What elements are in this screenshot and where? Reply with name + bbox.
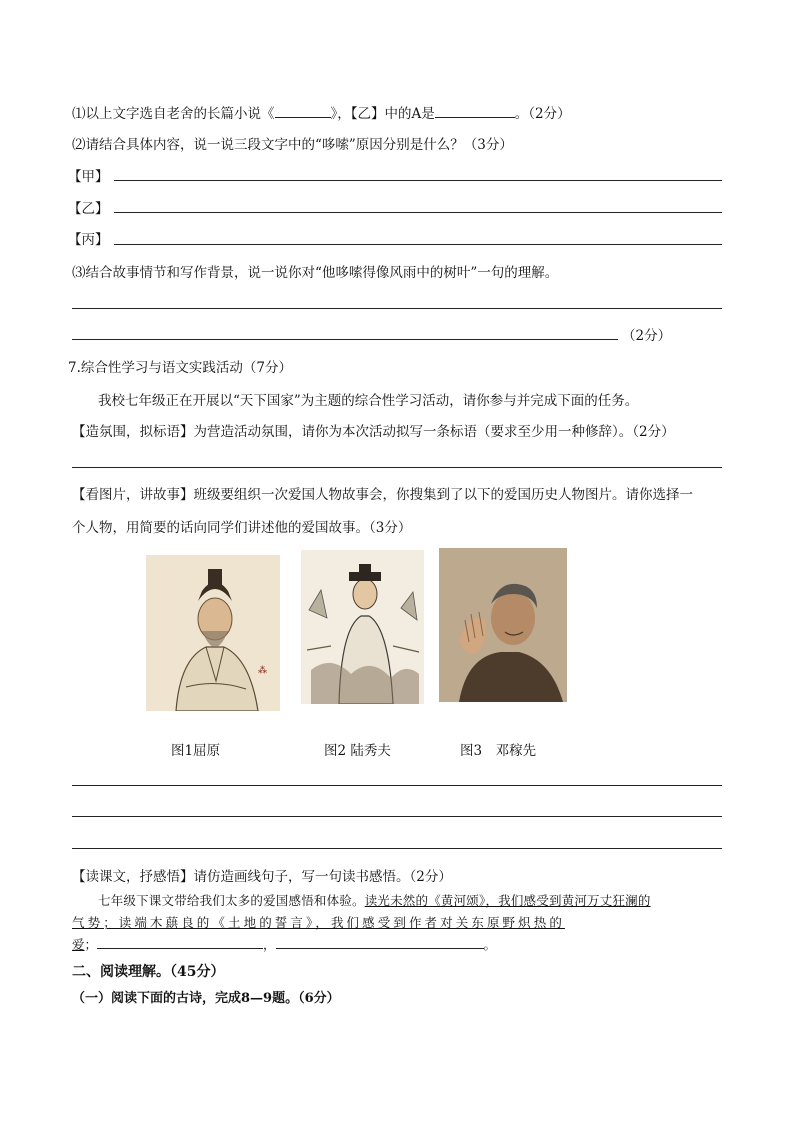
q7-task2-line1: 【看图片，讲故事】班级要组织一次爱国人物故事会，你搜集到了以下的爱国历史人物图片。请你选择一 [72,487,693,503]
answer-line[interactable] [72,467,722,468]
passage-line1 [98,891,651,909]
passage-tail-c: 。 [483,937,497,952]
label-jia: 【甲】 [68,169,109,185]
answer-line[interactable] [72,816,722,817]
q7-title: 7.综合性学习与语文实践活动（7分） [68,360,292,376]
q6-item3-score: （2分） [622,328,672,344]
label-yi: 【乙】 [68,201,109,217]
passage-line3 [72,935,496,953]
answer-line-bing[interactable] [114,244,722,245]
answer-line[interactable] [72,785,722,786]
passage-lead: 七年级下课文带给我们太多的爱国感悟和体验。 [98,893,365,908]
passage-underlined-3: 爱 [72,937,85,952]
answer-line[interactable] [72,339,618,340]
passage-underlined-2: 气势；读端木蕻良的《土地的誓言》，我们感受到作者对关东原野炽热的 [72,915,565,930]
answer-blank[interactable] [435,104,515,119]
answer-line[interactable] [72,848,722,849]
svg-text:⁂: ⁂ [258,666,267,676]
passage-underlined-1: 读光未然的《黄河颂》，我们感受到黄河万丈狂澜的 [364,893,651,908]
answer-blank[interactable] [276,936,484,950]
answer-line-yi[interactable] [114,212,722,213]
figure-caption-3: 图3 邓稼先 [460,743,537,759]
dengjiaxian-photo-icon [439,548,567,702]
q6-item1-text-c: 。（2分） [514,106,571,122]
figure-dengjiaxian-image [439,548,567,702]
figure-quyuan-image [146,555,280,711]
figure-caption-1: 图1屈原 [171,743,221,759]
section2-title: 二、阅读理解。（45分） [72,964,225,980]
q6-item1-text-a: ⑴以上文字选自老舍的长篇小说《 [72,106,275,122]
answer-line-jia[interactable] [114,180,722,181]
q7-task2-line2: 个人物，用简要的话向同学们讲述他的爱国故事。（3分） [72,520,412,536]
q6-item2: ⑵请结合具体内容，说一说三段文字中的“哆嗦”原因分别是什么？（3分） [72,137,513,153]
answer-line[interactable] [72,308,722,309]
section2-sub1: （一）阅读下面的古诗，完成8—9题。（6分） [72,991,340,1006]
quyuan-portrait-icon [146,555,280,711]
passage-line2 [72,913,722,931]
q7-task1: 【造氛围，拟标语】为营造活动氛围，请你为本次活动拟写一条标语（要求至少用一种修辞）。（2分） [72,424,675,440]
passage-tail-a: ； [84,937,98,952]
q7-task3: 【读课文，抒感悟】请仿造画线句子，写一句读书感悟。（2分） [72,869,452,885]
q7-intro: 我校七年级正在开展以“天下国家”为主题的综合性学习活动，请你参与并完成下面的任务。 [98,393,639,409]
q6-item1-text-b: 》，【乙】中的A是 [330,106,435,122]
q6-item1 [72,102,571,122]
answer-blank[interactable] [275,104,331,119]
q6-item3: ⑶结合故事情节和写作背景，说一说你对“他哆嗦得像风雨中的树叶”一句的理解。 [72,265,559,281]
label-bing: 【丙】 [68,232,109,248]
answer-blank[interactable] [97,936,263,950]
luxiufu-illustration-icon [301,550,424,704]
figure-luxiufu-image [301,550,424,704]
passage-tail-b: ， [263,937,276,952]
figure-caption-2: 图2 陆秀夫 [324,743,391,759]
